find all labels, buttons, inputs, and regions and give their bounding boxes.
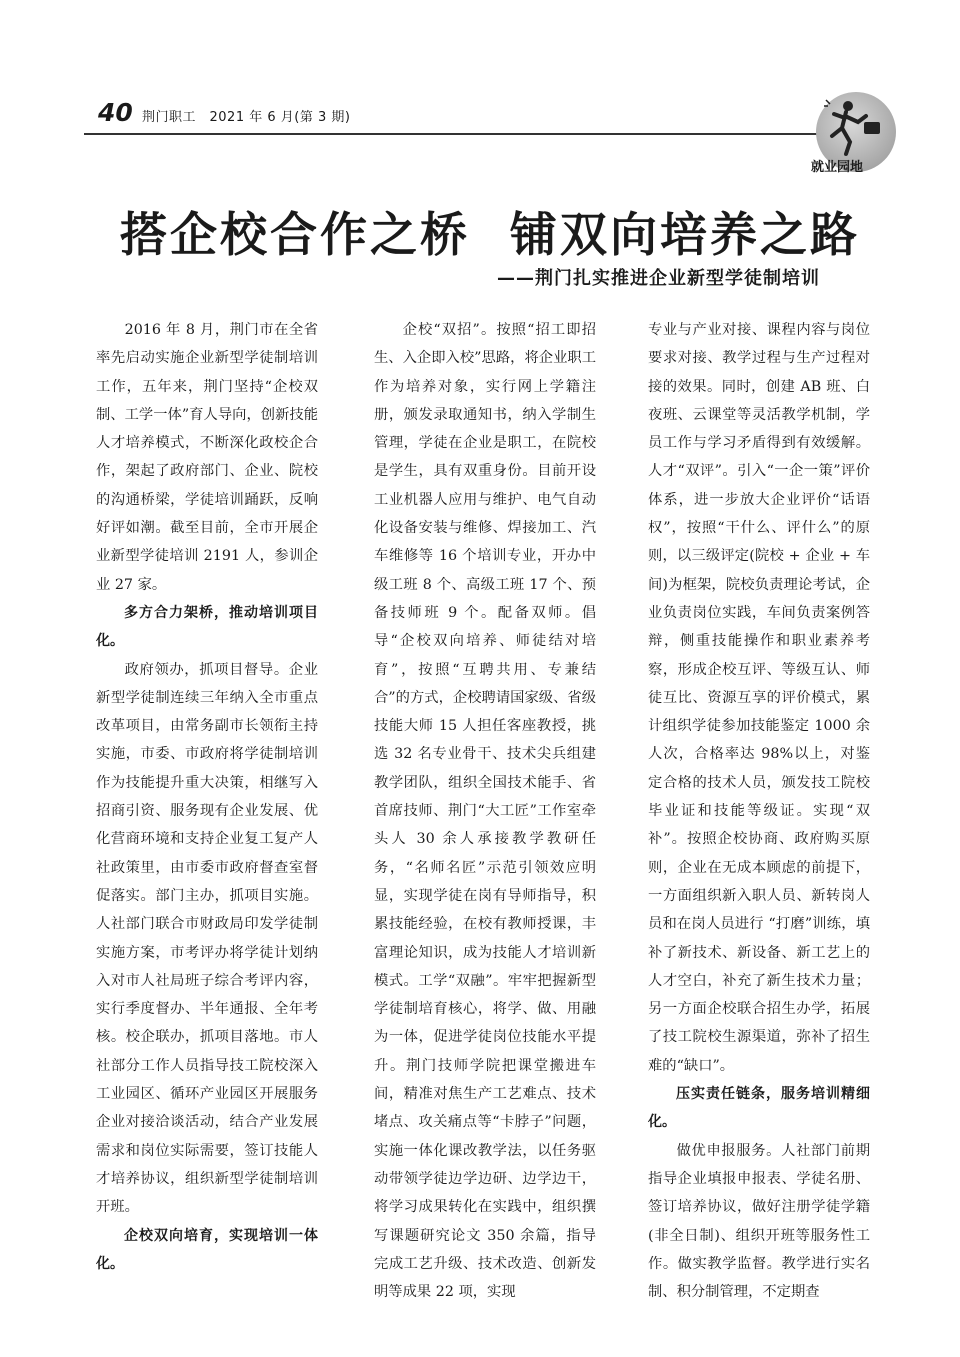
paragraph: 做优申报服务。人社部门前期指导企业填报申报表、学徒名册、签订培养协议，做好注册学徒学籍(非全日制)、组织开班等服务性工作。做实教学监督。教学进行实名制、积分制管理，不定期查 bbox=[648, 1142, 870, 1301]
section-name: 就业园地 bbox=[811, 160, 864, 175]
column-2 bbox=[374, 316, 596, 1306]
title-part-1: 搭企校合作之桥 bbox=[120, 208, 470, 263]
column-3 bbox=[648, 316, 870, 1306]
section-heading: 企校双向培育，实现培训一体化。 bbox=[96, 1227, 318, 1272]
article-title bbox=[120, 198, 860, 265]
section-heading: 压实责任链条，服务培训精细化。 bbox=[648, 1086, 870, 1131]
title-part-2: 铺双向培养之路 bbox=[510, 208, 860, 263]
header-rule bbox=[84, 133, 829, 135]
section-heading: 多方合力架桥，推动培训项目化。 bbox=[96, 604, 318, 650]
article-subtitle: ——荆门扎实推进企业新型学徒制培训 bbox=[497, 268, 820, 289]
paragraph: 专业与产业对接、课程内容与岗位要求对接、教学过程与生产过程对接的效果。同时，创建 AB 班、白夜班、云课堂等灵活教学机制，学员工作与学习矛盾得到有效缓解。人才“双评”。引入“一企一策”评价体系，进一步放大企业评价“话语权”，按照“干什么、评什么”的原则，以三级评定(院校 + 企业 + 车间)为框架，院校负责理论考试，企业负责岗位实践，车间负责案例答辩，侧重技能操作和职业素养考察，形成企校互评、等级互认、师徒互比、资源互享的评价模式，累计组织学徒参加技能鉴定 1000 余人次，合格率达 98%以上，对鉴定合格的技术人员，颁发技工院校毕业证和技能等级证。实现“双补”。按照企校协商、政府购买原则，企业在无成本顾虑的前提下，一方面组织新入职人员、新转岗人员和在岗人员进行 “打磨”训练，填补了新技术、新设备、新工艺上的人才空白，补充了新生技术力量；另一方面企校联合招生办学，拓展了技工院校生源渠道，弥补了招生难的“缺口”。 bbox=[648, 322, 870, 1074]
column-1 bbox=[96, 316, 318, 1278]
page-number: 40 bbox=[98, 98, 133, 127]
paragraph: 2016 年 8 月，荆门市在全省率先启动实施企业新型学徒制培训工作，五年来，荆门坚持“企校双制、工学一体”育人导向，创新技能人才培养模式，不断深化政校企合作，架起了政府部门、企业、院校的沟通桥梁，学徒培训踊跃，反响好评如潮。截至目前，全市开展企业新型学徒培训 2191 人，参训企业 27 家。 bbox=[96, 322, 318, 593]
paragraph: 政府领办，抓项目督导。企业新型学徒制连续三年纳入全市重点改革项目，由常务副市长领衔主持实施，市委、市政府将学徒制培训作为技能提升重大决策，相继写入招商引资、服务现有企业发展、优化营商环境和支持企业复工复产人社政策里，由市委市政府督查室督促落实。部门主办，抓项目实施。人社部门联合市财政局印发学徒制实施方案，市考评办将学徒计划纳入对市人社局班子综合考评内容，实行季度督办、半年通报、全年考核。校企联办，抓项目落地。市人社部分工作人员指导技工院校深入工业园区、循环产业园区开展服务企业对接洽谈活动，结合产业发展需求和岗位实际需要，签订技能人才培养协议，组织新型学徒制培训开班。 bbox=[96, 661, 318, 1216]
page-header bbox=[84, 96, 820, 136]
magazine-info: 荆门职工 2021 年 6 月(第 3 期) bbox=[142, 110, 351, 125]
section-logo bbox=[808, 92, 908, 176]
paragraph: 企校“双招”。按照“招工即招生、入企即入校”思路，将企业职工作为培养对象，实行网上学籍注册，颁发录取通知书，纳入学制生管理，学徒在企业是职工，在院校是学生，具有双重身份。目前开设工业机器人应用与维护、电气自动化设备安装与维修、焊接加工、汽车维修等 16 个培训专业，开办中级工班 8 个、高级工班 17 个、预备技师班 9 个。配备双师。倡导“企校双向培养、师徒结对培育”，按照“互聘共用、专兼结合”的方式，企校聘请国家级、省级技能大师 15 人担任客座教授，挑选 32 名专业骨干、技术尖兵组建教学团队，组织全国技术能手、省首席技师、荆门“大工匠”工作室牵头人 30 余人承接教学教研任务，“名师名匠”示范引领效应明显，实现学徒在岗有导师指导，积累技能经验，在校有教师授课，丰富理论知识，成为技能人才培训新模式。工学“双融”。牢牢把握新型学徒制培育核心，将学、做、用融为一体，促进学徒岗位技能水平提升。荆门技师学院把课堂搬进车间，精准对焦生产工艺难点、技术堵点、攻关痛点等“卡脖子”问题，实施一体化课改教学法，以任务驱动带领学徒边学边研、边学边干，将学习成果转化在实践中，组织撰写课题研究论文 350 余篇，指导完成工艺升级、技术改造、创新发明等成果 22 项，实现 bbox=[374, 322, 596, 1301]
